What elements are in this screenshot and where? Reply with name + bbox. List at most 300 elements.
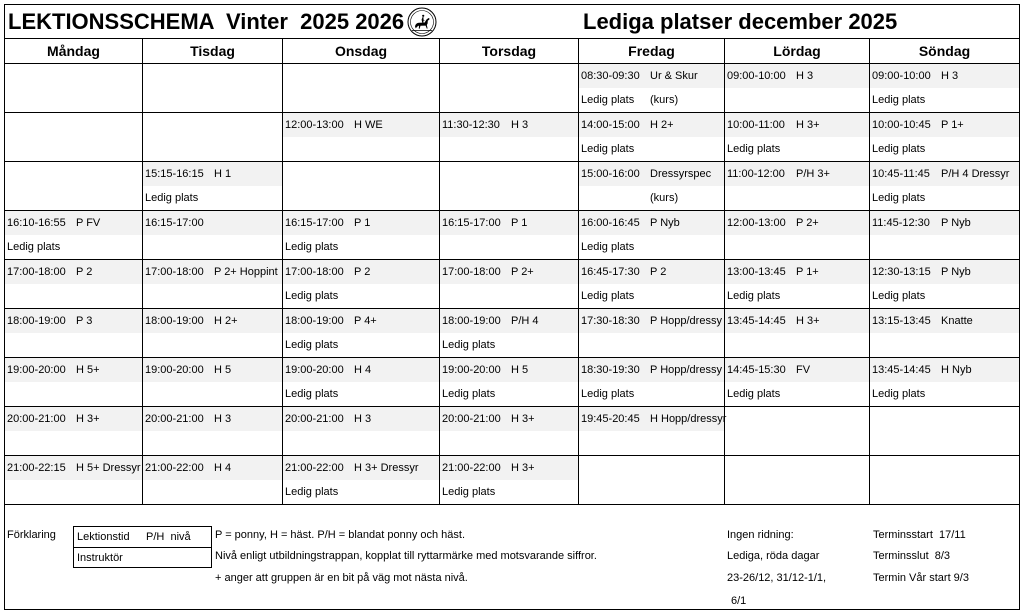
lesson-time-row bbox=[870, 309, 1019, 333]
availability-status: Ledig plats bbox=[285, 241, 339, 253]
availability-row bbox=[283, 235, 439, 259]
empty-cell-thursday bbox=[440, 162, 579, 211]
lesson-cell-friday bbox=[579, 407, 725, 456]
day-header-monday: Måndag bbox=[5, 39, 143, 63]
lesson-cell-tuesday bbox=[143, 162, 283, 211]
lesson-cell-sunday bbox=[870, 162, 1019, 211]
lesson-time: 15:15-16:15 bbox=[145, 168, 204, 180]
lesson-time: 16:45-17:30 bbox=[581, 266, 640, 278]
schedule-title-group bbox=[8, 5, 437, 38]
empty-cell-monday bbox=[5, 162, 143, 211]
empty-cell-thursday bbox=[440, 64, 579, 113]
lesson-time-row bbox=[143, 407, 282, 431]
availability-status: Ledig plats bbox=[145, 192, 199, 204]
lesson-cell-thursday bbox=[440, 211, 579, 260]
lesson-group: H 4 bbox=[354, 364, 372, 376]
lesson-time-row bbox=[725, 211, 869, 235]
lesson-time-row bbox=[440, 211, 578, 235]
lesson-group: H 3+ bbox=[76, 413, 100, 425]
availability-row bbox=[579, 284, 724, 308]
lesson-group: P/H 4 bbox=[511, 315, 539, 327]
lesson-group: FV bbox=[796, 364, 811, 376]
day-header-friday: Fredag bbox=[579, 39, 725, 63]
lesson-time-row bbox=[725, 358, 869, 382]
lesson-time-row bbox=[143, 211, 282, 235]
availability-row bbox=[5, 235, 142, 259]
lesson-time-row bbox=[283, 456, 439, 480]
lesson-cell-friday bbox=[579, 358, 725, 407]
availability-row bbox=[283, 382, 439, 406]
day-header-saturday: Lördag bbox=[725, 39, 870, 63]
empty-cell-monday bbox=[5, 113, 143, 162]
lesson-time: 19:00-20:00 bbox=[442, 364, 501, 376]
availability-row bbox=[143, 186, 282, 210]
availability-status: Ledig plats bbox=[872, 143, 926, 155]
lesson-group: P 1+ bbox=[941, 119, 964, 131]
lesson-time: 19:00-20:00 bbox=[7, 364, 66, 376]
lesson-group: P 2+ Hoppint bbox=[214, 266, 278, 278]
schedule-table bbox=[4, 4, 1020, 610]
lesson-group: H 3 bbox=[511, 119, 529, 131]
lesson-group: P 4+ bbox=[354, 315, 377, 327]
lesson-cell-saturday bbox=[725, 113, 870, 162]
lesson-time: 08:30-09:30 bbox=[581, 70, 640, 82]
lesson-time: 18:00-19:00 bbox=[145, 315, 204, 327]
legend-line: Nivå enligt utbildningstrappan, kopplat till ryttarmärke med motsvarande siffror. bbox=[215, 550, 597, 562]
lesson-time: 16:10-16:55 bbox=[7, 217, 66, 229]
lesson-time: 18:00-19:00 bbox=[442, 315, 501, 327]
lesson-time: 11:00-12:00 bbox=[727, 168, 785, 180]
empty-cell-saturday bbox=[725, 407, 870, 456]
availability-status: Ledig plats bbox=[581, 388, 635, 400]
term-date-line: Termin Vår start 9/3 bbox=[873, 572, 969, 584]
lesson-time-row bbox=[579, 407, 727, 431]
lesson-time: 16:15-17:00 bbox=[145, 217, 204, 229]
lesson-group: H Nyb bbox=[941, 364, 972, 376]
lesson-time: 17:00-18:00 bbox=[442, 266, 501, 278]
legend-instructor-row bbox=[74, 548, 211, 568]
lesson-time: 13:45-14:45 bbox=[727, 315, 786, 327]
lesson-group: H 3+ bbox=[511, 462, 535, 474]
availability-status: Ledig plats bbox=[581, 94, 635, 106]
lesson-time-row bbox=[143, 358, 282, 382]
lesson-time-row bbox=[283, 113, 439, 137]
availability-status: Ledig plats bbox=[872, 290, 926, 302]
lesson-time: 12:00-13:00 bbox=[727, 217, 786, 229]
lesson-time: 12:30-13:15 bbox=[872, 266, 931, 278]
lesson-cell-monday bbox=[5, 309, 143, 358]
lesson-cell-tuesday bbox=[143, 358, 283, 407]
availability-status: Ledig plats bbox=[285, 486, 339, 498]
lesson-cell-monday bbox=[5, 407, 143, 456]
availability-row bbox=[440, 333, 578, 357]
availability-row bbox=[143, 480, 282, 504]
lesson-group: H Hopp/dressyr bbox=[650, 413, 727, 425]
lesson-time-row bbox=[440, 407, 578, 431]
lesson-time-row bbox=[283, 211, 439, 235]
schedule-title: LEKTIONSSCHEMA Vinter 2025 2026 bbox=[8, 8, 405, 34]
lesson-group: P/H 3+ bbox=[796, 168, 830, 180]
lesson-cell-thursday bbox=[440, 260, 579, 309]
availability-status: Ledig plats bbox=[285, 339, 339, 351]
lesson-time: 17:00-18:00 bbox=[285, 266, 344, 278]
availability-row bbox=[143, 382, 282, 406]
lesson-time: 14:00-15:00 bbox=[581, 119, 640, 131]
legend-line: P = ponny, H = häst. P/H = blandat ponny och häst. bbox=[215, 529, 466, 541]
lesson-time-row bbox=[440, 358, 578, 382]
lesson-time-row bbox=[283, 358, 439, 382]
legend-line: + anger att gruppen är en bit på väg mot nästa nivå. bbox=[215, 572, 468, 584]
lesson-cell-saturday bbox=[725, 309, 870, 358]
lesson-cell-saturday bbox=[725, 64, 870, 113]
lesson-time-row bbox=[143, 162, 282, 186]
lesson-group: P Hopp/dressy bbox=[650, 315, 722, 327]
lesson-group: P FV bbox=[76, 217, 101, 229]
availability-status: Ledig plats bbox=[581, 143, 635, 155]
lesson-group: H 5+ bbox=[76, 364, 100, 376]
availability-row bbox=[870, 88, 1019, 112]
lesson-time-row bbox=[5, 260, 142, 284]
lesson-time: 09:00-10:00 bbox=[872, 70, 931, 82]
availability-row bbox=[5, 431, 142, 455]
lesson-cell-friday bbox=[579, 211, 725, 260]
lesson-time: 19:00-20:00 bbox=[285, 364, 344, 376]
lesson-time: 20:00-21:00 bbox=[145, 413, 204, 425]
lesson-time: 17:30-18:30 bbox=[581, 315, 640, 327]
lesson-time: 14:45-15:30 bbox=[727, 364, 786, 376]
lesson-group: H 3+ Dressyr bbox=[354, 462, 419, 474]
lesson-time-row bbox=[870, 358, 1019, 382]
lesson-time: 10:45-11:45 bbox=[872, 168, 930, 180]
empty-cell-saturday bbox=[725, 456, 870, 505]
lesson-cell-tuesday bbox=[143, 211, 283, 260]
lesson-cell-sunday bbox=[870, 211, 1019, 260]
lesson-cell-friday bbox=[579, 162, 725, 211]
lesson-group: P Nyb bbox=[941, 217, 971, 229]
availability-row bbox=[143, 235, 282, 259]
availability-row bbox=[725, 186, 869, 210]
lesson-cell-wednesday bbox=[283, 407, 440, 456]
availability-row bbox=[725, 88, 869, 112]
availability-row bbox=[725, 284, 869, 308]
lesson-time-row bbox=[725, 64, 869, 88]
availability-row bbox=[5, 284, 142, 308]
lesson-cell-thursday bbox=[440, 113, 579, 162]
day-header-row bbox=[5, 39, 1019, 64]
empty-cell-monday bbox=[5, 64, 143, 113]
lesson-time-row bbox=[870, 211, 1019, 235]
availability-row bbox=[579, 382, 724, 406]
availability-row bbox=[579, 88, 724, 112]
lesson-time: 16:15-17:00 bbox=[442, 217, 501, 229]
availability-row bbox=[725, 235, 869, 259]
lesson-cell-sunday bbox=[870, 260, 1019, 309]
lesson-cell-tuesday bbox=[143, 456, 283, 505]
availability-row bbox=[870, 333, 1019, 357]
lesson-group: H 3 bbox=[354, 413, 372, 425]
day-header-thursday: Torsdag bbox=[440, 39, 579, 63]
lesson-time-row bbox=[579, 309, 724, 333]
lesson-group: H 3 bbox=[796, 70, 814, 82]
lesson-group: P 3 bbox=[76, 315, 93, 327]
lesson-group: H 3+ bbox=[796, 315, 820, 327]
legend-label: Förklaring bbox=[7, 529, 56, 541]
footer bbox=[5, 505, 1019, 609]
lesson-group: H 5 bbox=[214, 364, 232, 376]
lesson-cell-friday bbox=[579, 113, 725, 162]
lesson-group: P 2+ bbox=[796, 217, 819, 229]
legend-key-level: P/H nivå bbox=[146, 531, 191, 543]
lesson-cell-tuesday bbox=[143, 407, 283, 456]
availability-row bbox=[440, 137, 578, 161]
availability-row bbox=[283, 137, 439, 161]
availability-row bbox=[579, 137, 724, 161]
lesson-time: 13:15-13:45 bbox=[872, 315, 931, 327]
lesson-cell-sunday bbox=[870, 113, 1019, 162]
availability-row bbox=[5, 382, 142, 406]
availability-row bbox=[579, 431, 724, 455]
lesson-group: P 2 bbox=[650, 266, 667, 278]
lesson-cell-saturday bbox=[725, 211, 870, 260]
lesson-time: 10:00-11:00 bbox=[727, 119, 785, 131]
lesson-cell-friday bbox=[579, 309, 725, 358]
term-date-line: Terminsslut 8/3 bbox=[873, 550, 951, 562]
lesson-time-row bbox=[5, 309, 142, 333]
availability-row bbox=[440, 235, 578, 259]
lesson-group: P 2 bbox=[76, 266, 93, 278]
lesson-time: 19:45-20:45 bbox=[581, 413, 640, 425]
lesson-time: 18:00-19:00 bbox=[285, 315, 344, 327]
lesson-cell-sunday bbox=[870, 358, 1019, 407]
legend-key-instructor: Instruktör bbox=[77, 552, 123, 564]
lesson-time-row bbox=[5, 456, 142, 480]
lesson-cell-sunday bbox=[870, 64, 1019, 113]
day-header-sunday: Söndag bbox=[918, 43, 971, 59]
lesson-time: 09:00-10:00 bbox=[727, 70, 786, 82]
lesson-group: P 1 bbox=[354, 217, 371, 229]
lesson-group: P 1 bbox=[511, 217, 528, 229]
lesson-group: Dressyrspec bbox=[650, 168, 712, 180]
lesson-time-row bbox=[579, 64, 724, 88]
availability-status: Ledig plats bbox=[442, 388, 496, 400]
availability-status: Ledig plats bbox=[285, 388, 339, 400]
lesson-time-row bbox=[5, 211, 142, 235]
lesson-cell-friday bbox=[579, 260, 725, 309]
lesson-time: 17:00-18:00 bbox=[7, 266, 66, 278]
lesson-group: Ur & Skur bbox=[650, 70, 698, 82]
lesson-time-row bbox=[725, 260, 869, 284]
availability-status: Ledig plats bbox=[7, 241, 61, 253]
lesson-time-row bbox=[440, 113, 578, 137]
empty-cell-sunday bbox=[870, 456, 1019, 505]
availability-status: Ledig plats bbox=[872, 94, 926, 106]
availability-row bbox=[143, 431, 282, 455]
availability-row bbox=[579, 333, 724, 357]
lesson-group: P 2 bbox=[354, 266, 371, 278]
empty-cell-wednesday bbox=[283, 162, 440, 211]
lesson-group: P Hopp/dressy bbox=[650, 364, 722, 376]
availability-row bbox=[870, 186, 1019, 210]
lesson-cell-thursday bbox=[440, 309, 579, 358]
lesson-group: H 5 bbox=[511, 364, 529, 376]
lesson-time-row bbox=[725, 162, 869, 186]
lesson-group: P Nyb bbox=[650, 217, 680, 229]
lesson-time-row bbox=[440, 260, 578, 284]
availability-row bbox=[870, 235, 1019, 259]
lesson-cell-monday bbox=[5, 260, 143, 309]
empty-cell-tuesday bbox=[143, 64, 283, 113]
lesson-time-row bbox=[579, 113, 724, 137]
closed-days-line: Lediga, röda dagar bbox=[727, 550, 820, 562]
lesson-time-row bbox=[283, 260, 439, 284]
lesson-group: H 2+ bbox=[214, 315, 238, 327]
lesson-cell-sunday bbox=[870, 309, 1019, 358]
availability-row bbox=[283, 480, 439, 504]
availability-row bbox=[870, 382, 1019, 406]
availability-status: Ledig plats bbox=[581, 241, 635, 253]
lesson-cell-tuesday bbox=[143, 260, 283, 309]
lesson-group: H 3 bbox=[941, 70, 959, 82]
schedule-grid bbox=[5, 64, 1019, 505]
lesson-time-row bbox=[5, 358, 142, 382]
availability-row bbox=[5, 333, 142, 357]
lesson-time-row bbox=[579, 260, 724, 284]
lesson-time: 15:00-16:00 bbox=[581, 168, 640, 180]
horse-rider-logo-icon bbox=[407, 7, 437, 37]
lesson-group: H WE bbox=[354, 119, 383, 131]
lesson-time-row bbox=[143, 309, 282, 333]
closed-days-line: Ingen ridning: bbox=[727, 529, 794, 541]
availability-row bbox=[579, 186, 724, 210]
lesson-group: H 1 bbox=[214, 168, 232, 180]
availability-row bbox=[143, 284, 282, 308]
lesson-cell-monday bbox=[5, 211, 143, 260]
lesson-note: (kurs) bbox=[650, 192, 679, 204]
lesson-time: 16:00-16:45 bbox=[581, 217, 640, 229]
lesson-time: 19:00-20:00 bbox=[145, 364, 204, 376]
empty-cell-sunday bbox=[870, 407, 1019, 456]
availability-row bbox=[579, 235, 724, 259]
availability-status: Ledig plats bbox=[727, 388, 781, 400]
lesson-group: P 1+ bbox=[796, 266, 819, 278]
lesson-cell-monday bbox=[5, 358, 143, 407]
lesson-cell-tuesday bbox=[143, 309, 283, 358]
availability-row bbox=[725, 333, 869, 357]
availability-row bbox=[440, 382, 578, 406]
lesson-time: 20:00-21:00 bbox=[442, 413, 501, 425]
lesson-time-row bbox=[283, 309, 439, 333]
availability-row bbox=[283, 333, 439, 357]
lesson-time-row bbox=[725, 113, 869, 137]
availability-status: Ledig plats bbox=[872, 192, 926, 204]
availability-status: Ledig plats bbox=[442, 486, 496, 498]
availability-status: Ledig plats bbox=[872, 388, 926, 400]
availability-status: Ledig plats bbox=[581, 290, 635, 302]
lesson-time-row bbox=[143, 260, 282, 284]
lesson-group: P/H 4 Dressyr bbox=[941, 168, 1010, 180]
lesson-time-row bbox=[870, 260, 1019, 284]
availability-row bbox=[5, 480, 142, 504]
availability-row bbox=[870, 284, 1019, 308]
lesson-cell-wednesday bbox=[283, 113, 440, 162]
lesson-cell-wednesday bbox=[283, 260, 440, 309]
legend-key-time: Lektionstid bbox=[77, 531, 130, 543]
lesson-cell-wednesday bbox=[283, 456, 440, 505]
lesson-time: 11:45-12:30 bbox=[872, 217, 930, 229]
lesson-time: 21:00-22:00 bbox=[285, 462, 344, 474]
lesson-time-row bbox=[440, 309, 578, 333]
availability-status: Ledig plats bbox=[442, 339, 496, 351]
empty-cell-wednesday bbox=[283, 64, 440, 113]
lesson-time-row bbox=[440, 456, 578, 480]
availability-row bbox=[440, 431, 578, 455]
availability-row bbox=[725, 382, 869, 406]
lesson-time-row bbox=[870, 162, 1019, 186]
lesson-time-row bbox=[283, 407, 439, 431]
availability-row bbox=[440, 480, 578, 504]
availability-row bbox=[283, 284, 439, 308]
lesson-group: H 3+ bbox=[511, 413, 535, 425]
lesson-time: 11:30-12:30 bbox=[442, 119, 500, 131]
lesson-time-row bbox=[579, 211, 724, 235]
title-row bbox=[5, 5, 1019, 39]
lesson-group: P 2+ bbox=[511, 266, 534, 278]
lesson-time: 21:00-22:00 bbox=[145, 462, 204, 474]
lesson-cell-saturday bbox=[725, 260, 870, 309]
availability-row bbox=[283, 431, 439, 455]
lesson-cell-saturday bbox=[725, 162, 870, 211]
lesson-group: H 3+ bbox=[796, 119, 820, 131]
lesson-time: 21:00-22:15 bbox=[7, 462, 66, 474]
lesson-time: 18:30-19:30 bbox=[581, 364, 640, 376]
lesson-cell-monday bbox=[5, 456, 143, 505]
lesson-cell-thursday bbox=[440, 407, 579, 456]
lesson-group: H 2+ bbox=[650, 119, 674, 131]
lesson-group: H 3 bbox=[214, 413, 232, 425]
availability-row bbox=[440, 284, 578, 308]
lesson-note: (kurs) bbox=[650, 94, 679, 106]
lesson-time-row bbox=[725, 309, 869, 333]
lesson-time: 20:00-21:00 bbox=[285, 413, 344, 425]
lesson-time: 20:00-21:00 bbox=[7, 413, 66, 425]
lesson-time: 18:00-19:00 bbox=[7, 315, 66, 327]
lesson-cell-wednesday bbox=[283, 211, 440, 260]
availability-title: Lediga platser december 2025 bbox=[583, 9, 898, 34]
day-header-tuesday: Tisdag bbox=[143, 39, 283, 63]
availability-row bbox=[870, 137, 1019, 161]
availability-row bbox=[143, 333, 282, 357]
lesson-time: 17:00-18:00 bbox=[145, 266, 204, 278]
availability-row bbox=[725, 137, 869, 161]
lesson-time-row bbox=[579, 162, 724, 186]
empty-cell-friday bbox=[579, 456, 725, 505]
lesson-group: Knatte bbox=[941, 315, 973, 327]
lesson-time: 12:00-13:00 bbox=[285, 119, 344, 131]
legend-key-row bbox=[74, 527, 211, 548]
availability-status: Ledig plats bbox=[727, 143, 781, 155]
lesson-time-row bbox=[5, 407, 142, 431]
lesson-time: 16:15-17:00 bbox=[285, 217, 344, 229]
lesson-time: 21:00-22:00 bbox=[442, 462, 501, 474]
lesson-cell-thursday bbox=[440, 358, 579, 407]
lesson-cell-friday bbox=[579, 64, 725, 113]
availability-status: Ledig plats bbox=[727, 290, 781, 302]
lesson-group: H 5+ Dressyr bbox=[76, 462, 141, 474]
lesson-time-row bbox=[579, 358, 724, 382]
day-header-wednesday: Onsdag bbox=[283, 39, 440, 63]
empty-cell-tuesday bbox=[143, 113, 283, 162]
lesson-cell-wednesday bbox=[283, 358, 440, 407]
